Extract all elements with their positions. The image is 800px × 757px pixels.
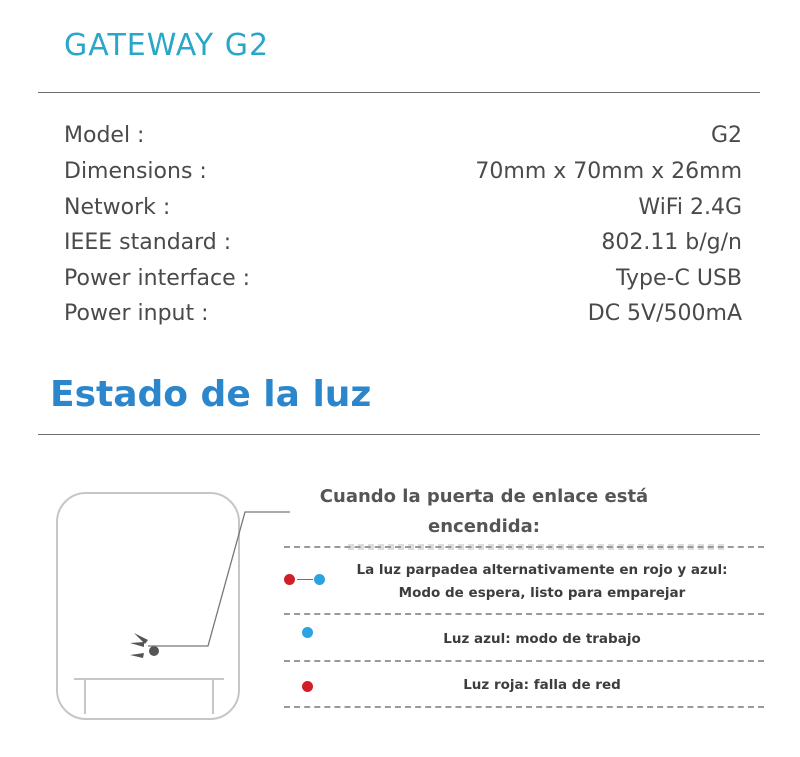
subtitle-line2: encendida: bbox=[428, 516, 540, 537]
spec-value: 802.11 b/g/n bbox=[601, 230, 742, 255]
led-row-text: Luz azul: modo de trabajo bbox=[443, 631, 641, 647]
light-status-subtitle bbox=[296, 482, 672, 542]
spec-value: G2 bbox=[710, 123, 742, 148]
row-divider bbox=[284, 546, 764, 548]
section-title: Estado de la luz bbox=[50, 374, 372, 415]
spec-label: Power input : bbox=[64, 301, 209, 326]
led-row-red bbox=[330, 674, 754, 697]
led-row-text: Modo de espera, listo para emparejar bbox=[398, 585, 686, 601]
spec-value: Type-C USB bbox=[616, 266, 742, 291]
led-row-text: Luz roja: falla de red bbox=[463, 677, 621, 693]
red-led-dot bbox=[284, 574, 295, 585]
led-row-alternating bbox=[330, 559, 754, 605]
blue-led-dot bbox=[314, 574, 325, 585]
led-row-blue bbox=[330, 628, 754, 651]
spec-label: IEEE standard : bbox=[64, 230, 232, 255]
blue-led-dot bbox=[302, 627, 313, 638]
spec-value: DC 5V/500mA bbox=[587, 301, 742, 326]
alternating-arrow bbox=[297, 579, 313, 580]
subtitle-line1: Cuando la puerta de enlace está bbox=[319, 486, 649, 507]
red-led-dot bbox=[302, 681, 313, 692]
spec-value: WiFi 2.4G bbox=[638, 195, 742, 220]
spec-label: Network : bbox=[64, 195, 171, 220]
led-row-text: La luz parpadea alternativamente en rojo y azul: bbox=[356, 562, 728, 578]
spec-label: Power interface : bbox=[64, 266, 251, 291]
row-divider bbox=[284, 706, 764, 708]
product-title: GATEWAY G2 bbox=[64, 28, 270, 63]
spec-label: Dimensions : bbox=[64, 159, 207, 184]
row-divider bbox=[284, 660, 764, 662]
spec-value: 70mm x 70mm x 26mm bbox=[475, 159, 742, 184]
spec-label: Model : bbox=[64, 123, 145, 148]
row-divider bbox=[284, 613, 764, 615]
